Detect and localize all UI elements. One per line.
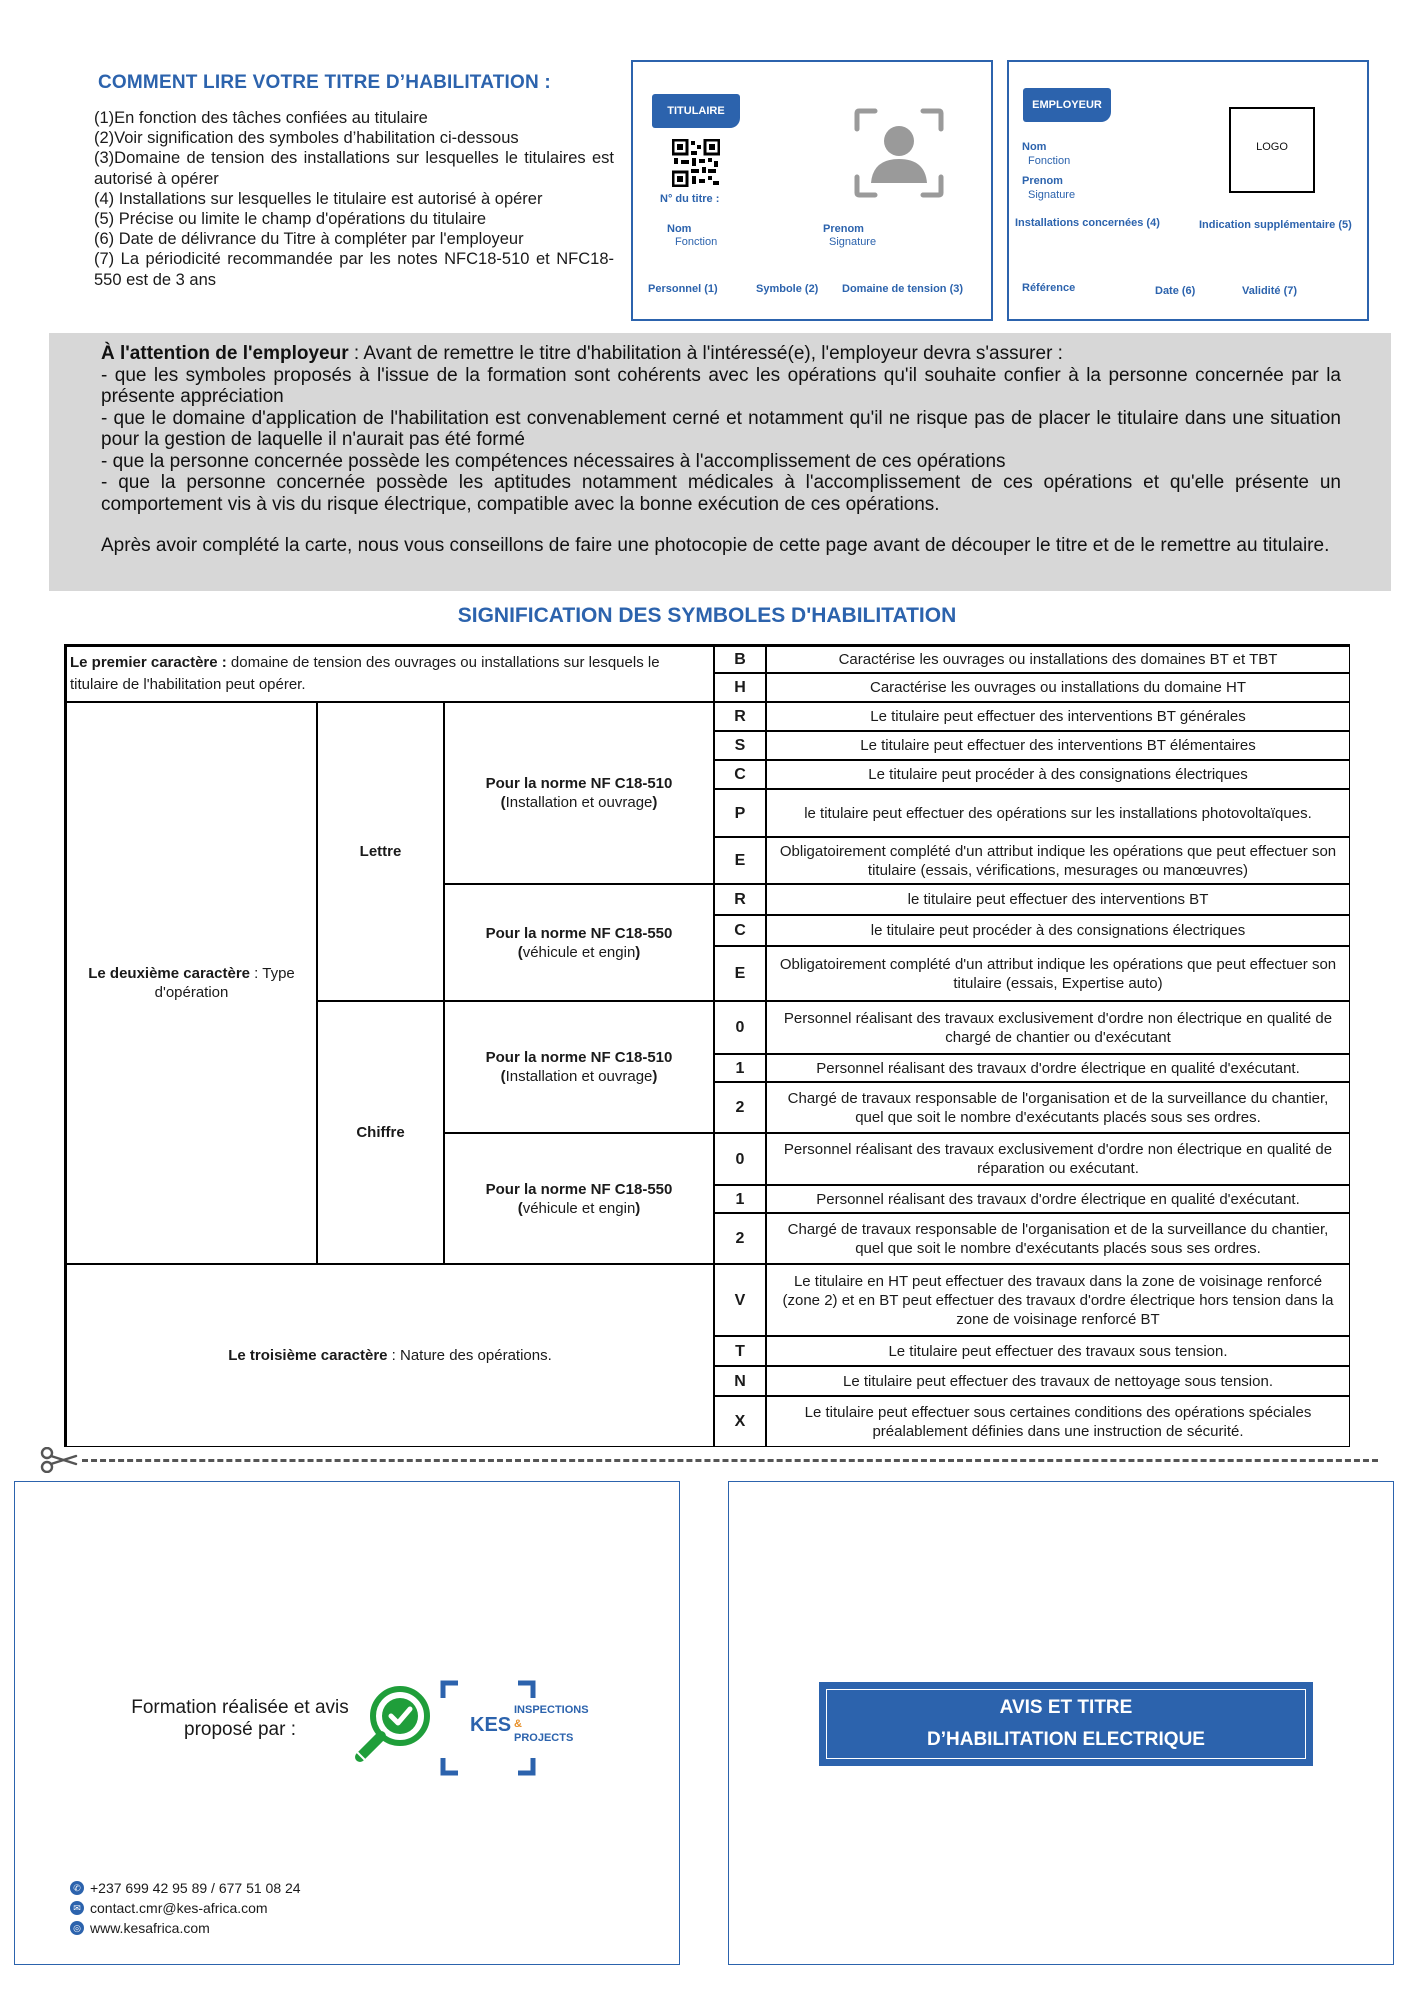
symbol-description: Le titulaire en HT peut effectuer des travaux dans la zone de voisinage renforcé (zone 2) et en BT peut effectuer des travaux d'ordre électrique hors tension dans la zone de voisinage renforcé BT [766,1264,1350,1336]
symbol-code: E [714,837,766,884]
norme-510-lettre-cell: Pour la norme NF C18-510 (Installation et ouvrage) [444,702,714,884]
symbol-code: 2 [714,1082,766,1133]
indication-label: Indication supplémentaire (5) [1199,219,1352,231]
notice-point: - que la personne concernée possède les aptitudes notamment médicales à l'accomplissement de ces opérations et qu'elle présente un comportement vis à vis du risque électrique, compatible avec la bonne exécution de ces opérations. [101,472,1341,515]
symbol-description: le titulaire peut effectuer des opérations sur les installations photovoltaïques. [766,789,1350,837]
web-text: www.kesafrica.com [90,1920,210,1936]
avis-title-line1: AVIS ET TITRE [999,1697,1133,1718]
contact-web [70,1920,210,1936]
symbol-code: H [714,673,766,702]
symbol-description: Personnel réalisant des travaux d'ordre électrique en qualité d'exécutant. [766,1185,1350,1213]
domaine-tension-label: Domaine de tension (3) [842,283,964,295]
symbol-code: B [714,646,766,673]
symbol-description: Caractérise les ouvrages ou installations des domaines BT et TBT [766,646,1350,673]
notice-closing: Après avoir complété la carte, nous vous conseillons de faire une photocopie de cette page avant de découper le titre et de le remettre au titulaire. [101,535,1330,556]
titulaire-nom-label: Nom [667,223,692,235]
first-character-desc: domaine de tension des ouvrages ou installations sur lesquels le titulaire de l'habilitation peut opérer. [70,654,660,693]
symbols-table [64,644,1350,1447]
logo-box: LOGO [1229,107,1315,193]
email-text: contact.cmr@kes-africa.com [90,1900,268,1916]
notice-point: - que les symboles proposés à l'issue de la formation sont cohérents avec les opérations qu'il souhaite confier à la personne concernée par la présente appréciation [101,364,1341,407]
how-item: (1)En fonction des tâches confiées au titulaire [94,109,428,127]
formation-text: Formation réalisée et avis proposé par : [131,1697,349,1740]
second-character-label: Le deuxième caractère [88,965,250,982]
symbol-code: 1 [714,1185,766,1213]
contact-email [70,1900,268,1916]
symbol-description: Le titulaire peut effectuer des travaux sous tension. [766,1336,1350,1366]
symbol-code: V [714,1264,766,1336]
validite-label: Validité (7) [1242,285,1298,297]
chiffre-cell: Chiffre [317,1001,444,1264]
symbol-code: S [714,731,766,760]
symbol-description: Caractérise les ouvrages ou installations du domaine HT [766,673,1350,702]
symbol-description: le titulaire peut effectuer des interventions BT [766,884,1350,915]
mail-icon: ✉ [70,1901,84,1915]
reference-label: Référence [1022,282,1076,294]
symbol-code: T [714,1336,766,1366]
employeur-signature-label: Signature [1028,189,1076,201]
symbol-code: 0 [714,1001,766,1054]
how-to-read-title: COMMENT LIRE VOTRE TITRE D’HABILITATION : [98,72,551,93]
third-character-label: Le troisième caractère [228,1347,388,1364]
second-character-cell [66,702,317,1264]
third-character-cell [66,1264,714,1447]
symbol-description: Obligatoirement complété d'un attribut indique les opérations que peut effectuer son titulaire (essais, vérifications, mesurages ou manœuvres) [766,837,1350,884]
symbol-description: Obligatoirement complété d'un attribut indique les opérations que peut effectuer son titulaire (essais, Expertise auto) [766,946,1350,1001]
date-label: Date (6) [1155,285,1196,297]
photo-placeholder-icon [853,107,945,199]
how-item: (4) Installations sur lesquelles le titulaire est autorisé à opérer [94,189,543,208]
symbol-code: 2 [714,1213,766,1264]
symbol-code: N [714,1366,766,1396]
symbol-code: P [714,789,766,837]
avis-title-box [819,1682,1313,1766]
symbol-code: R [714,884,766,915]
avis-title-line2: D’HABILITATION ELECTRIQUE [927,1729,1205,1750]
norme-550-label: Pour la norme NF C18-550 [485,1180,673,1198]
notice-point: - que la personne concernée possède les compétences nécessaires à l'accomplissement de ces opérations [101,450,1006,472]
symbol-code: 1 [714,1054,766,1082]
employeur-fonction-label: Fonction [1028,155,1071,167]
symbol-code: E [714,946,766,1001]
cut-line [82,1459,1378,1462]
symbol-description: Le titulaire peut effectuer des interventions BT élémentaires [766,731,1350,760]
symbol-code: 0 [714,1133,766,1185]
notice-lead-rest: : Avant de remettre le titre d'habilitation à l'intéressé(e), l'employeur devra s'assurer : [348,343,1063,364]
check-magnifier-icon [348,1684,434,1770]
card-titulaire [631,60,993,321]
kes-brand: KES [470,1714,512,1736]
symbol-description: Personnel réalisant des travaux exclusivement d'ordre non électrique en qualité de chargé de chantier ou d'exécutant [766,1001,1350,1054]
kes-tagline-line1: INSPECTIONS [514,1704,589,1716]
norme-550-sub: véhicule et engin [522,943,636,961]
norme-510-chiffre-cell: Pour la norme NF C18-510 (Installation et ouvrage) [444,1001,714,1133]
contact-phone [70,1880,301,1896]
lettre-cell: Lettre [317,702,444,1001]
norme-550-label: Pour la norme NF C18-550 [485,924,673,942]
symbols-title: SIGNIFICATION DES SYMBOLES D'HABILITATION [457,604,957,627]
kes-tagline-amp: & [514,1718,522,1730]
symbol-description: Le titulaire peut procéder à des consignations électriques [766,760,1350,789]
title-number-label: N° du titre : [660,193,720,205]
symbol-code: C [714,760,766,789]
symbol-description: Personnel réalisant des travaux d'ordre électrique en qualité d'exécutant. [766,1054,1350,1082]
titulaire-fonction-label: Fonction [675,236,718,248]
how-item: (5) Précise ou limite le champ d'opérations du titulaire [94,210,487,229]
symbol-description: Chargé de travaux responsable de l'organisation et de la surveillance du chantier, quel que soit le nombre d'exécutants placés sous ses ordres. [766,1213,1350,1264]
symbol-code: C [714,915,766,946]
symbol-code: X [714,1396,766,1447]
notice-body [101,343,1341,557]
norme-550-chiffre-cell: Pour la norme NF C18-550 (véhicule et engin) [444,1133,714,1264]
norme-510-label: Pour la norme NF C18-510 [485,1049,673,1066]
how-to-read-list [94,108,614,290]
how-item: (3)Domaine de tension des installations sur lesquelles le titulaires est autorisé à opérer [94,149,614,188]
norme-550-sub: véhicule et engin [522,1199,636,1217]
symbol-description: Le titulaire peut effectuer des travaux de nettoyage sous tension. [766,1366,1350,1396]
symbol-description: le titulaire peut procéder à des consignations électriques [766,915,1350,946]
symbol-description: Le titulaire peut effectuer des interventions BT générales [766,702,1350,731]
second-character-desc: : Type d'opération [154,965,295,1001]
kes-tagline [514,1703,589,1745]
how-item: (2)Voir signification des symboles d’habilitation ci-dessous [94,129,519,148]
first-character-cell [66,646,714,702]
norme-510-sub: Installation et ouvrage [505,1068,653,1085]
avis-title-inner [826,1689,1306,1759]
employeur-nom-label: Nom [1022,141,1047,153]
phone-text: +237 699 42 95 89 / 677 51 08 24 [90,1880,301,1896]
notice-point: - que le domaine d'application de l'habilitation est convenablement cerné et notamment qu'il ne risque pas de placer le titulaire dans une situation pour la gestion de laquelle il n'aurait pas été formé [101,407,1341,450]
norme-550-lettre-cell: Pour la norme NF C18-550 (véhicule et engin) [444,884,714,1001]
scissors-icon [40,1447,78,1473]
symbol-description: Chargé de travaux responsable de l'organisation et de la surveillance du chantier, quel que soit le nombre d'exécutants placés sous ses ordres. [766,1082,1350,1133]
how-item: (7) La périodicité recommandée par les notes NFC18-510 et NFC18-550 est de 3 ans [94,250,614,289]
installations-label: Installations concernées (4) [1015,217,1160,229]
employer-notice [49,333,1391,591]
titulaire-prenom-label: Prenom [823,223,864,235]
norme-510-label: Pour la norme NF C18-510 [485,775,673,792]
symbol-description: Le titulaire peut effectuer sous certaines conditions des opérations spéciales préalablement définies dans une instruction de sécurité. [766,1396,1350,1447]
titulaire-signature-label: Signature [829,236,877,248]
phone-icon: ✆ [70,1881,84,1895]
norme-510-sub: Installation et ouvrage [505,794,653,811]
card-employeur [1007,60,1369,321]
qr-code-icon [672,139,720,187]
notice-lead: À l'attention de l'employeur [101,343,349,364]
employeur-prenom-label: Prenom [1022,175,1063,187]
kes-tagline-line2: PROJECTS [514,1732,574,1744]
globe-icon: ◎ [70,1921,84,1935]
titulaire-tag: TITULAIRE [652,94,740,128]
symbole-label: Symbole (2) [756,283,819,295]
third-character-desc: : Nature des opérations. [387,1347,552,1364]
employeur-tag: EMPLOYEUR [1023,88,1111,122]
personnel-label: Personnel (1) [648,283,718,295]
symbol-code: R [714,702,766,731]
how-item: (6) Date de délivrance du Titre à compléter par l'employeur [94,230,524,249]
symbol-description: Personnel réalisant des travaux exclusivement d'ordre non électrique en qualité de réparation ou exécutant. [766,1133,1350,1185]
first-character-label: Le premier caractère : [70,654,227,671]
